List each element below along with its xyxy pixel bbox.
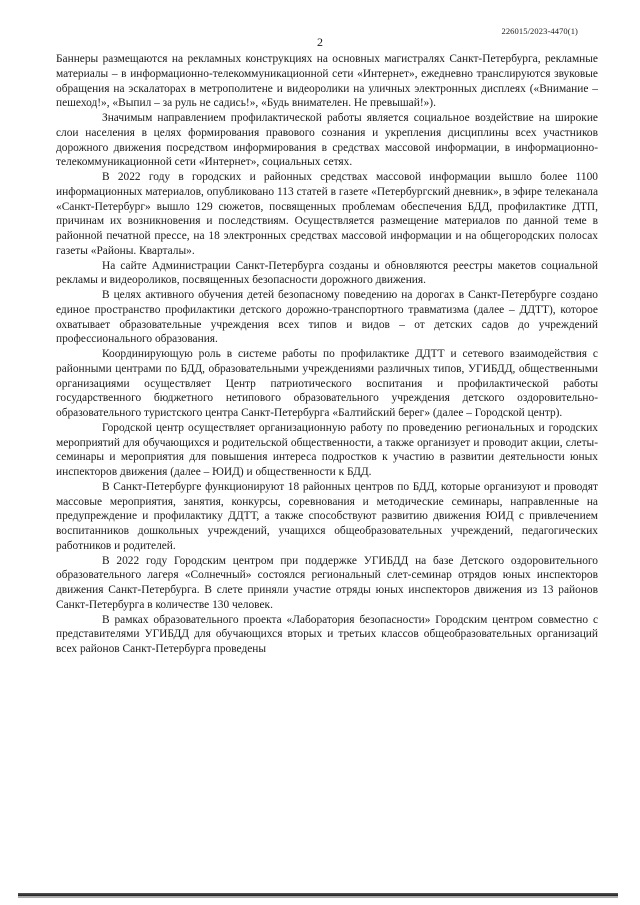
- paragraph-media-2022: В 2022 году в городских и районных средствах массовой информации вышло более 1100 информационных материалов, опубликовано 113 статей в газете «Петербургский дневник», в эфире телеканала «Санкт-Петербург» вышло 129 сюжетов, посвященных проблемам обеспечения БДД, профилактике ДТП, причинам их возникновения и последствиям. Осуществляется размещение материалов по данной теме в районной печатной прессе, на 18 электронных средствах массовой информации и на общегородских полосах газеты «Районы. Кварталы».: [56, 171, 598, 257]
- paragraph-banners: Баннеры размещаются на рекламных конструкциях на основных магистралях Санкт-Петербурга, рекламные материалы – в информационно-телекоммуникационной сети «Интернет», ежедневно транслируются звуковые обращения на эскалаторах в метрополитене и видеоролики на уличных электронных дисплеях («Внимание – пешеход!», «Выпил – за руль не садись!», «Будь внимателен. Не превышай!»).: [56, 53, 598, 110]
- paragraph-coordinating-role: Координирующую роль в системе работы по профилактике ДДТТ и сетевого взаимодействия с районными центрами по БДД, образовательными учреждениями различных типов, УГИБДД, общественными организациями осуществляет Центр патриотического воспитания и профилактической работы государственного бюджетного нетипового образовательного учреждения детского оздоровительно-образовательного туристского центра Санкт-Петербурга «Балтийский берег» (далее – Городской центр).: [56, 348, 598, 419]
- scan-bottom-edge-shadow: [18, 896, 618, 898]
- paragraph-child-training: В целях активного обучения детей безопасному поведению на дорогах в Санкт-Петербурге создано единое пространство профилактики детского дорожно-транспортного травматизма (далее – ДДТТ), которое охватывает образовательные учреждения всех типов и видов – от детских садов до учреждений профессионального образования.: [56, 289, 598, 346]
- page-number: 2: [317, 35, 323, 49]
- paragraph-rally-seminar: В 2022 году Городским центром при поддержке УГИБДД на базе Детского оздоровительного образовательного лагеря «Солнечный» состоялся региональный слет-семинар отрядов юных инспекторов движения Санкт-Петербурга. В слете приняли участие отряды юных инспекторов движения из 13 районов Санкт-Петербурга в количестве 130 человек.: [56, 554, 598, 611]
- document-registration-number: 226015/2023-4470(1): [501, 26, 578, 36]
- document-body: [56, 52, 598, 657]
- paragraph-city-center: Городской центр осуществляет организационную работу по проведению региональных и городских мероприятий для обучающихся и родительской общественности, а также организует и проводит акции, слеты-семинары и мероприятия для повышения интереса подростков к участию в развитии деятельности юных инспекторов движения (далее – ЮИД) и общественности к БДД.: [56, 421, 598, 478]
- paragraph-website-registry: На сайте Администрации Санкт-Петербурга созданы и обновляются реестры макетов социальной рекламы и видеороликов, посвященных безопасности дорожного движения.: [56, 259, 598, 287]
- paragraph-district-centers: В Санкт-Петербурге функционируют 18 районных центров по БДД, которые организуют и проводят массовые мероприятия, занятия, конкурсы, соревнования и методические семинары, направленные на предупреждение и профилактику ДДТТ, а также способствуют развитию движения ЮИД с привлечением воспитанников дошкольных учреждений, учащихся общеобразовательных учреждений, педагогических работников и родителей.: [56, 480, 598, 552]
- paragraph-social-impact: Значимым направлением профилактической работы является социальное воздействие на широкие слои населения в целях формирования правового сознания и укрепления дисциплины всех участников дорожного движения посредством информирования в средствах массовой информации, в информационно-телекоммуникационной сети «Интернет», социальных сетях.: [56, 112, 598, 169]
- paragraph-safety-lab: В рамках образовательного проекта «Лаборатория безопасности» Городским центром совместно с представителями УГИБДД для обучающихся вторых и третьих классов общеобразовательных организаций всех районов Санкт-Петербурга проведены: [56, 613, 598, 655]
